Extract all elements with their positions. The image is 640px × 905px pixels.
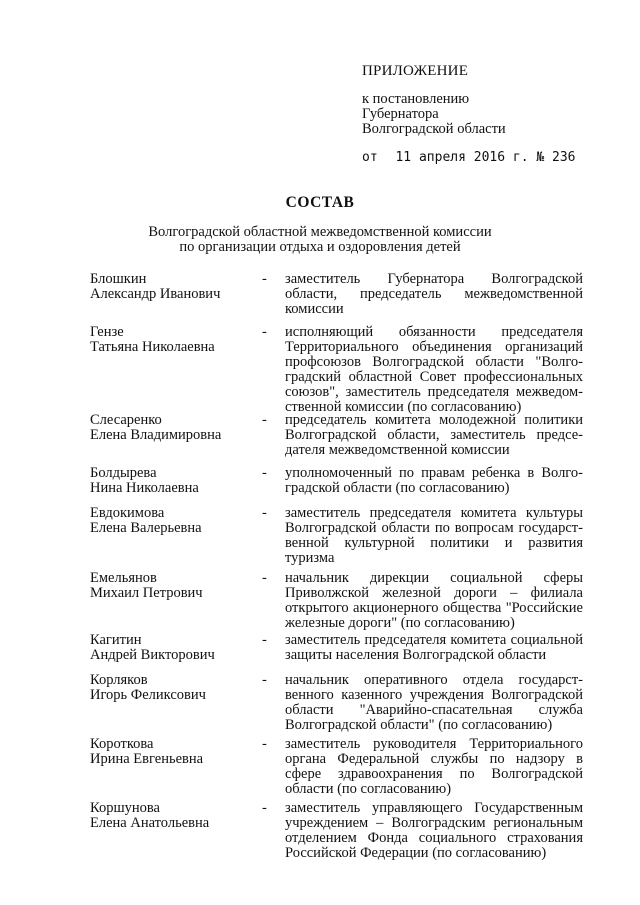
document-title: СОСТАВ xyxy=(285,194,355,211)
member-surname: Болдырева xyxy=(90,465,157,481)
decree-reference xyxy=(362,150,622,165)
member-role: уполномоченный по правам ребенка в Волгоградской области (по согласованию) xyxy=(285,465,583,496)
member-given-names: Татьяна Николаевна xyxy=(90,339,215,355)
decree-from: от xyxy=(362,150,378,165)
member-given-names: Елена Владимировна xyxy=(90,427,222,443)
member-given-names: Нина Николаевна xyxy=(90,480,199,496)
decree-number-sign: № xyxy=(536,150,545,165)
member-role: заместитель председателя комитета социальной защиты населения Волгоградской области xyxy=(285,632,583,663)
appendix-line: Волгоградской области xyxy=(362,121,506,137)
dash-separator: - xyxy=(262,632,267,648)
dash-separator: - xyxy=(262,736,267,752)
member-surname: Блошкин xyxy=(90,271,147,287)
member-given-names: Ирина Евгеньевна xyxy=(90,751,204,767)
dash-separator: - xyxy=(262,324,267,340)
member-given-names: Елена Анатольевна xyxy=(90,815,210,831)
member-name xyxy=(90,325,260,355)
dash-separator: - xyxy=(262,465,267,481)
member-surname: Емельянов xyxy=(90,570,157,586)
member-surname: Евдокимова xyxy=(90,505,165,521)
appendix-line: Губернатора xyxy=(362,106,439,122)
member-role: начальник дирекции социальной сферы Приволжской железной дороги – филиала открытого акционерного общества "Российские железные дороги" (по согласованию) xyxy=(285,570,583,631)
member-name xyxy=(90,737,260,767)
document-subtitle xyxy=(0,225,640,255)
member-role: исполняющий обязанности председателя Территориального объединения организаций профсоюзов Волгоградской области "Волгоградский областной Совет профессиональных союзов", заместитель председателя межведомственной комиссии (по согласованию) xyxy=(285,324,583,415)
member-name xyxy=(90,801,260,831)
dash-separator: - xyxy=(262,800,267,816)
member-role: заместитель председателя комитета культуры Волгоградской области по вопросам государственной культурной политики и развития туризма xyxy=(285,505,583,566)
member-name xyxy=(90,506,260,536)
dash-separator: - xyxy=(262,570,267,586)
appendix-line: к постановлению xyxy=(362,91,470,107)
appendix-header xyxy=(362,64,622,165)
member-role: заместитель руководителя Территориального органа Федеральной службы по надзору в сфере здравоохранения по Волгоградской области (по согласованию) xyxy=(285,736,583,797)
dash-separator: - xyxy=(262,505,267,521)
member-name xyxy=(90,571,260,601)
dash-separator: - xyxy=(262,412,267,428)
member-role: председатель комитета молодежной политики Волгоградской области, заместитель председателя межведомственной комиссии xyxy=(285,412,583,458)
member-surname: Слесаренко xyxy=(90,412,162,428)
decree-date: 11 апреля 2016 г. xyxy=(395,150,529,165)
member-given-names: Игорь Феликсович xyxy=(90,687,206,703)
member-role: заместитель Губернатора Волгоградской области, председатель межведомственной комиссии xyxy=(285,271,583,317)
member-surname: Кагитин xyxy=(90,632,142,648)
member-surname: Коршунова xyxy=(90,800,160,816)
member-name xyxy=(90,272,260,302)
member-name xyxy=(90,673,260,703)
decree-number: 236 xyxy=(552,150,576,165)
member-given-names: Елена Валерьевна xyxy=(90,520,202,536)
member-surname: Корляков xyxy=(90,672,148,688)
member-given-names: Михаил Петрович xyxy=(90,585,203,601)
member-role: заместитель управляющего Государственным учреждением – Волгоградским региональным отделением Фонда социального страхования Российской Федерации (по согласованию) xyxy=(285,800,583,861)
member-role: начальник оперативного отдела государственного казенного учреждения Волгоградской области "Аварийно-спасательная служба Волгоградской области" (по согласованию) xyxy=(285,672,583,733)
subtitle-line: по организации отдыха и оздоровления детей xyxy=(179,239,461,255)
member-name xyxy=(90,466,260,496)
member-surname: Гензе xyxy=(90,324,124,340)
member-given-names: Александр Иванович xyxy=(90,286,221,302)
dash-separator: - xyxy=(262,271,267,287)
subtitle-line: Волгоградской областной межведомственной комиссии xyxy=(148,224,492,240)
dash-separator: - xyxy=(262,672,267,688)
appendix-title: ПРИЛОЖЕНИЕ xyxy=(362,63,469,79)
member-given-names: Андрей Викторович xyxy=(90,647,215,663)
member-surname: Короткова xyxy=(90,736,154,752)
member-name xyxy=(90,633,260,663)
member-name xyxy=(90,413,260,443)
